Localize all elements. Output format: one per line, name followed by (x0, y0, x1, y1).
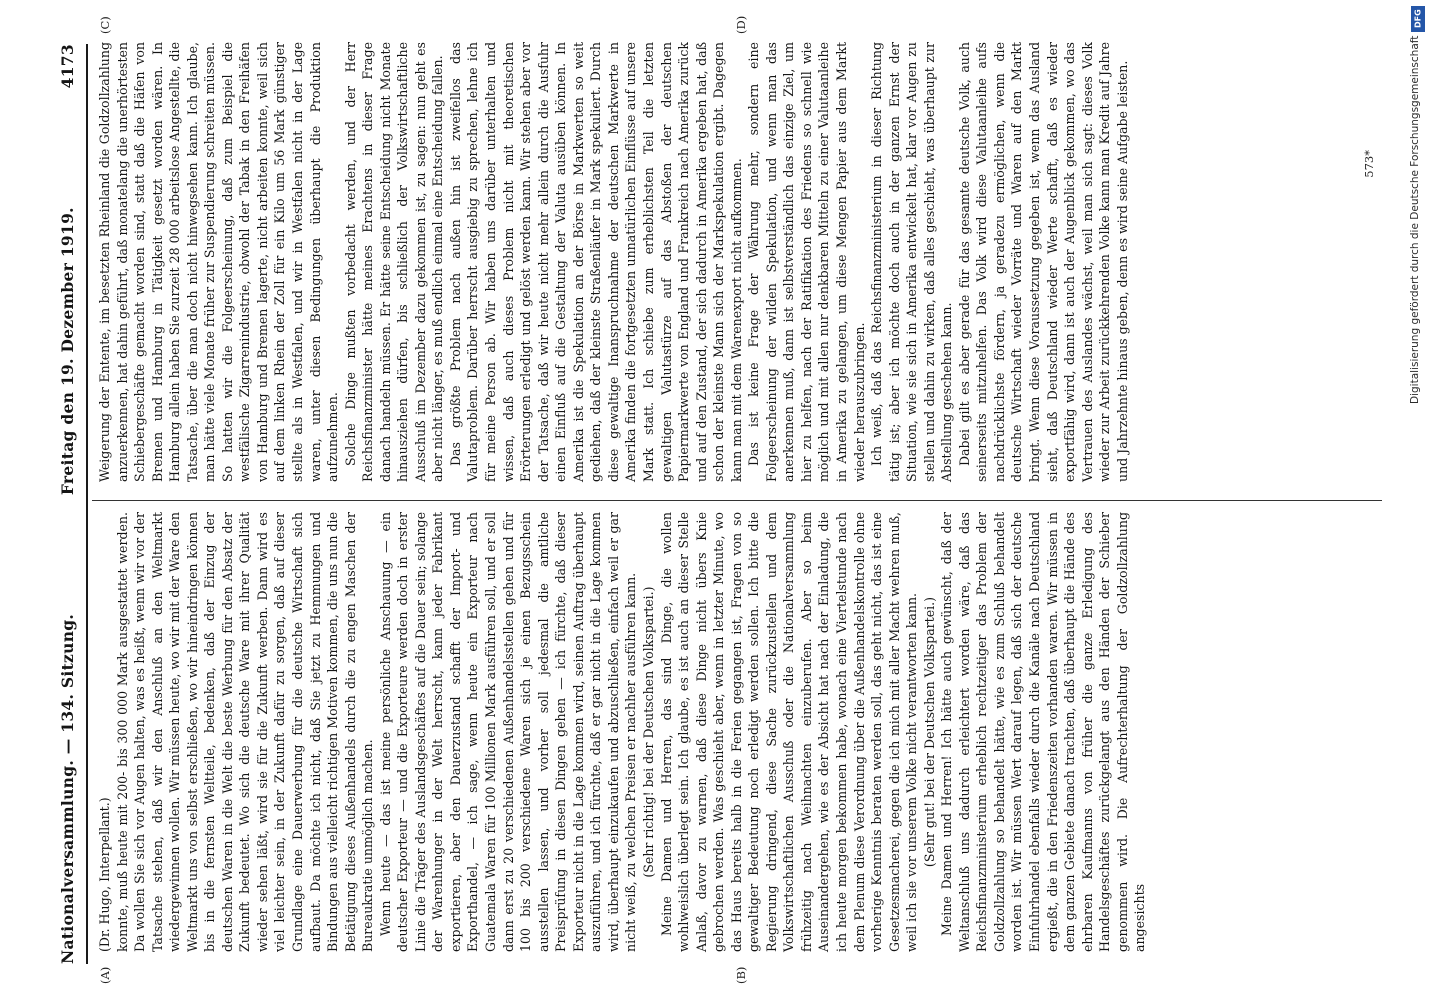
footer-page-number: 573* (1362, 150, 1376, 178)
interjection: (Sehr gut! bei der Deutschen Volkspartei.) (921, 596, 937, 868)
paragraph: Das größte Problem nach außen hin ist zweifellos das Valutaproblem. Darüber herrscht ausgiebig zu sprechen, lehne ich für meine Person ab. Wir haben uns darüber unterhalten und wissen, daß auch dieses Problem nicht mit theoretischen Erörterungen erledigt und gelöst werden kann. Wir stehen aber vor der Tatsache, daß wir heute nicht mehr allein durch die Ausfuhr einen Einfluß auf die Gestaltung der Valuta ausüben können. In Amerika ist die Spekulation an der Börse in Markwerten so weit gediehen, daß der kleinste Straßenläufer in Mark spekuliert. Durch diese gewaltige Inanspruchnahme der deutschen Markwerte in Amerika finden die fortgesetzten unnatürlichen Einflüsse auf unsere Mark statt. Ich schiebe zum erheblichsten Teil die letzten gewaltigen Valutastürze auf das Abstoßen der deutschen Papiermarkwerte von England und Frankreich nach Amerika zurück und auf den Zustand, der sich dadurch in Amerika ergeben hat, daß schon der kleinste Mann sich der Markspekulation ergibt. Dagegen kann man mit dem Warenexport nicht aufkommen. (447, 42, 744, 482)
column-divider (92, 500, 1382, 501)
paragraph: Ich weiß, daß das Reichsfinanzministerium in dieser Richtung tätig ist; aber ich möchte doch auch in der ganzen Ernst der Situation, wie sie sich in Amerika entwickelt hat, klar vor Augen zu stellen und dahin zu wirken, daß alles geschieht, was überhaupt zur Abstellung geschehen kann. (869, 42, 955, 482)
paragraph: Weigerung der Entente, im besetzten Rheinland die Goldzollzahlung anzuerkennen, hat dahin geführt, daß monatelang die unerhörtesten Schiebergeschäfte gemacht worden sind, statt daß die Häfen von Bremen und Hamburg in Tätigkeit gesetzt worden wären. In Hamburg allein haben Sie zurzeit 28 000 arbeitslose Angestellte, die Tatsache, über die man doch nicht hinwegsehen kann. Ich glaube, man hätte viele Monate früher zur Suspendierung schreiten müssen. So hatten wir die Folgeerscheinung, daß zum Beispiel die westfälische Zigarrenindustrie, obwohl der Tabak in den Freihäfen von Hamburg und Bremen lagerte, nicht arbeiten konnte, weil sich auf dem linken Rhein der Zoll für ein Kilo um 56 Mark günstiger stellte als in Westfalen, und wir in Westfalen nicht in der Lage waren, unter diesen Bedingungen überhaupt die Produktion aufzunehmen. (97, 42, 341, 482)
paragraph: Meine Damen und Herren, das sind Dinge, die wollen wohlweislich überlegt sein. Ich glaube, es ist auch an dieser Stelle Anlaß, davor zu warnen, daß diese Dinge nicht übers Knie gebrochen werden. Was geschieht aber, wenn in letzter Minute, wo das Haus bereits halb in die Ferien gegangen ist, Fragen von so gewaltiger Bedeutung noch erledigt werden sollen. Ich bitte die Regierung dringend, diese Sache zurückzustellen und dem Volkswirtschaftlichen Ausschuß oder die Nationalversammlung frühzeitig nach Weihnachten einzuberufen. Aber so beim Auseinandergehen, wie es der Absicht hat nach der Einladung, die ich heute morgen bekommen habe, wonach eine Viertelstunde nach dem Plenum diese Verordnung über die Außenhandelskontrolle ohne vorherige Kenntnis beraten werden soll, das geht nicht, das ist eine Gesetzesmacherei, gegen die ich mich mit aller Macht wehren muß, weil ich sie vor unserem Volke nicht verantworten kann. (658, 512, 920, 952)
paragraph: Wenn heute — das ist meine persönliche Anschauung — ein deutscher Exporteur — und die Exporteure werden doch in erster Linie die Träger des Auslandsgeschäftes auf die Dauer sein; solange der Warenhunger in der Welt herrscht, kann jeder Fabrikant exportieren, aber den Dauerzustand schafft der Import- und Exporthandel, — ich sage, wenn heute ein Exporteur nach Guatemala Waren für 100 Millionen Mark ausführen soll, und er soll dann erst zu 20 verschiedenen Außenhandelsstellen gehen und für 100 bis 200 verschiedene Waren sich je einen Bezugsschein ausstellen lassen, und vorher soll jedesmal die amtliche Preisprüfung in diesen Dingen gehen — ich fürchte, daß dieser Exporteur nicht in die Lage kommen wird, seinen Auftrag überhaupt auszuführen, und ich fürchte, daß er gar nicht in die Lage kommen wird, überhaupt einzukaufen und abzuschließen, einfach weil er gar nicht weiß, zu welchen Preisen er nachher ausführen kann. (377, 512, 639, 952)
left-column (96, 512, 1149, 952)
dfg-logo: DFG (1411, 6, 1425, 32)
page-header (54, 44, 80, 964)
interjection: (Sehr richtig! bei der Deutschen Volkspartei.) (640, 586, 656, 878)
margin-mark-a: (A) (98, 966, 112, 984)
speaker-line: (Dr. Hugo, Interpellant.) (97, 797, 112, 952)
margin-mark-c: (C) (98, 16, 112, 34)
paragraph: Dabei gilt es aber gerade für das gesamte deutsche Volk, auch seinerseits mitzuhelfen. Das Volk wird diese Valutaanleihe aufs nachdrücklichste fördern, ja geradezu ermöglichen, wenn die deutsche Wirtschaft wieder Vorräte und Waren auf den Markt bringt. Wenn diese Voraussetzung gegeben ist, wenn das Ausland sieht, daß Deutschland wieder Werte schafft, daß es wieder exportfähig wird, dann ist auch der Augenblick gekommen, wo das Vertrauen des Auslandes wächst, weil man sich sagt: dieses Volk wieder zur Arbeit zurückkehrenden Volke kann man Kredit auf Jahre und Jahrzehnte hinaus geben, denn es wird seine Aufgabe leisten. (956, 42, 1130, 482)
paragraph: konnte, muß heute mit 200- bis 300 000 Mark ausgestattet werden. Da wollen Sie sich vor Augen halten, was es heißt, wenn wir vor der Tatsache stehen, daß wir den Anschluß an den Weltmarkt wiedergewinnen wollen. Wir müssen heute, wo wir mit der Ware den Weltmarkt uns von selbst erschließen, wo wir hineindringen können bis in die fernsten Weltteile, bedenken, daß der Einzug der deutschen Waren in die Welt die beste Werbung für den Absatz der Zukunft bedeutet. Wo sich die deutsche Ware mit ihrer Qualität wieder sehen läßt, wird sie für die Zukunft werben. Dann wird es viel leichter sein, in der Zukunft dafür zu sorgen, daß auf dieser Grundlage eine Dauerwerbung für die deutsche Wirtschaft sich aufbaut. Da möchte ich nicht, daß Sie jetzt zu Hemmungen und Bindungen aus vielleicht richtigen Motiven kommen, die uns nun die Betätigung dieses Außenhandels durch die zu engen Maschen der Bureaukratie unmöglich machen. (114, 512, 376, 952)
margin-mark-d: (D) (734, 15, 748, 34)
dfg-notice: Digitalisierung gefördert durch die Deutsche Forschungsgemeinschaft (1409, 36, 1421, 405)
dfg-sidebar (1402, 0, 1434, 1000)
header-date: Freitag den 19. Dezember 1919. (57, 207, 77, 496)
header-session: Nationalversammlung. — 134. Sitzung. (57, 613, 77, 964)
paragraph: Solche Dinge mußten vorbedacht werden, und der Herr Reichsfinanzminister hätte meines Erachtens in dieser Frage danach handeln müssen. Er hätte seine Entscheidung nicht Monate hinausziehen dürfen, bis schließlich der Volkswirtschaftliche Ausschuß im Dezember dazu gekommen ist, zu sagen: nun geht es aber nicht länger, es muß endlich einmal eine Entscheidung fallen. (342, 42, 446, 482)
right-column (96, 42, 1131, 482)
paragraph: Das ist keine Frage der Währung mehr, sondern eine Folgeerscheinung der wilden Spekulation, und wenn man das anerkennen muß, dann ist selbstverständlich das einzige Ziel, um hier zu helfen, nach der Ratifikation des Friedens so schnell wie möglich und mit allen nur denkbaren Mitteln zu einer Valutaanleihe in Amerika zu gelangen, um diese Mengen Papier aus dem Markt wieder herauszubringen. (746, 42, 867, 482)
header-rule (86, 44, 88, 964)
paragraph: Meine Damen und Herren! Ich hätte auch gewünscht, daß der Weltanschluß uns dadurch erleichtert worden wäre, daß das Reichsfinanzministerium erheblich rechtzeitiger das Problem der Goldzollzahlung so behandelt hätte, wie es zum Schluß behandelt worden ist. Wir müssen Wert darauf legen, daß sich der deutsche Einfuhrhandel ebenfalls wieder durch die Kanäle nach Deutschland ergießt, die in den Friedenszeiten vorhanden waren. Wir müssen in dem ganzen Gebiete danach trachten, daß überhaupt die Hände des ehrbaren Kaufmanns von früher die ganze Erledigung des Handelsgeschäftes zurückgelangt aus den Händen der Schieber genommen wird. Die Aufrechterhaltung der Goldzollzahlung angesichts (939, 512, 1148, 952)
margin-mark-b: (B) (734, 966, 748, 984)
page-number: 4173 (57, 44, 77, 89)
